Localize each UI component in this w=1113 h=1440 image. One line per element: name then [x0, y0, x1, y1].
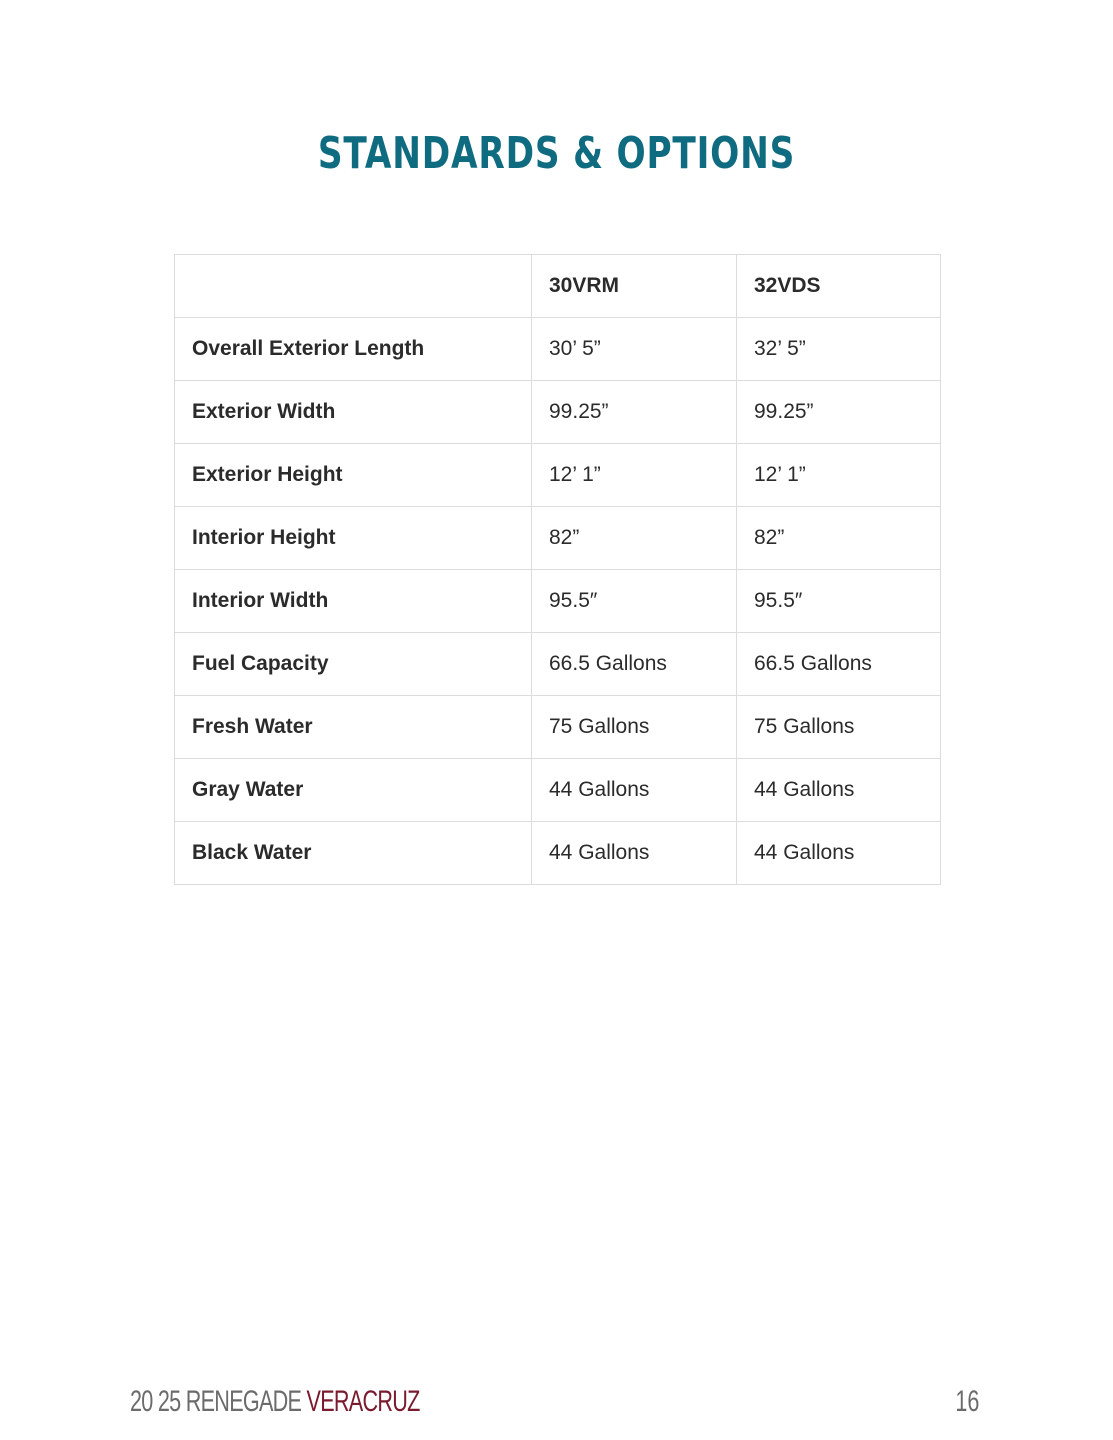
header-cell-30vrm: 30VRM — [532, 255, 737, 318]
row-label: Overall Exterior Length — [175, 318, 532, 381]
row-value-30vrm: 44 Gallons — [532, 759, 737, 822]
table-row — [175, 696, 941, 759]
table-row — [175, 381, 941, 444]
row-value-30vrm: 75 Gallons — [532, 696, 737, 759]
row-value-30vrm: 30’ 5” — [532, 318, 737, 381]
header-cell-32vds: 32VDS — [737, 255, 941, 318]
row-value-30vrm: 44 Gallons — [532, 822, 737, 885]
row-label: Interior Width — [175, 570, 532, 633]
row-value-30vrm: 12’ 1” — [532, 444, 737, 507]
row-value-32vds: 75 Gallons — [737, 696, 941, 759]
row-value-32vds: 44 Gallons — [737, 822, 941, 885]
row-value-32vds: 66.5 Gallons — [737, 633, 941, 696]
table-header-row — [175, 255, 941, 318]
table-row — [175, 759, 941, 822]
table-row — [175, 633, 941, 696]
header-cell-empty — [175, 255, 532, 318]
footer-product-line: RENEGADE — [185, 1385, 302, 1418]
row-label: Fresh Water — [175, 696, 532, 759]
row-label: Gray Water — [175, 759, 532, 822]
row-value-30vrm: 95.5″ — [532, 570, 737, 633]
row-label: Exterior Width — [175, 381, 532, 444]
row-label: Black Water — [175, 822, 532, 885]
row-value-32vds: 12’ 1” — [737, 444, 941, 507]
table-row — [175, 318, 941, 381]
row-value-32vds: 82” — [737, 507, 941, 570]
row-value-30vrm: 99.25” — [532, 381, 737, 444]
row-value-32vds: 32’ 5” — [737, 318, 941, 381]
table-row — [175, 444, 941, 507]
page-title: STANDARDS & OPTIONS — [317, 128, 796, 179]
footer-brand — [130, 1382, 420, 1422]
specs-table — [174, 254, 941, 885]
row-value-32vds: 44 Gallons — [737, 759, 941, 822]
footer-year: 20 25 — [130, 1385, 181, 1418]
row-label: Exterior Height — [175, 444, 532, 507]
page-number: 16 — [954, 1385, 979, 1418]
row-label: Interior Height — [175, 507, 532, 570]
footer-model-name: VERACRUZ — [306, 1385, 420, 1418]
row-value-32vds: 99.25” — [737, 381, 941, 444]
row-value-32vds: 95.5″ — [737, 570, 941, 633]
table-row — [175, 822, 941, 885]
row-value-30vrm: 82” — [532, 507, 737, 570]
table-row — [175, 507, 941, 570]
row-value-30vrm: 66.5 Gallons — [532, 633, 737, 696]
row-label: Fuel Capacity — [175, 633, 532, 696]
table-row — [175, 570, 941, 633]
